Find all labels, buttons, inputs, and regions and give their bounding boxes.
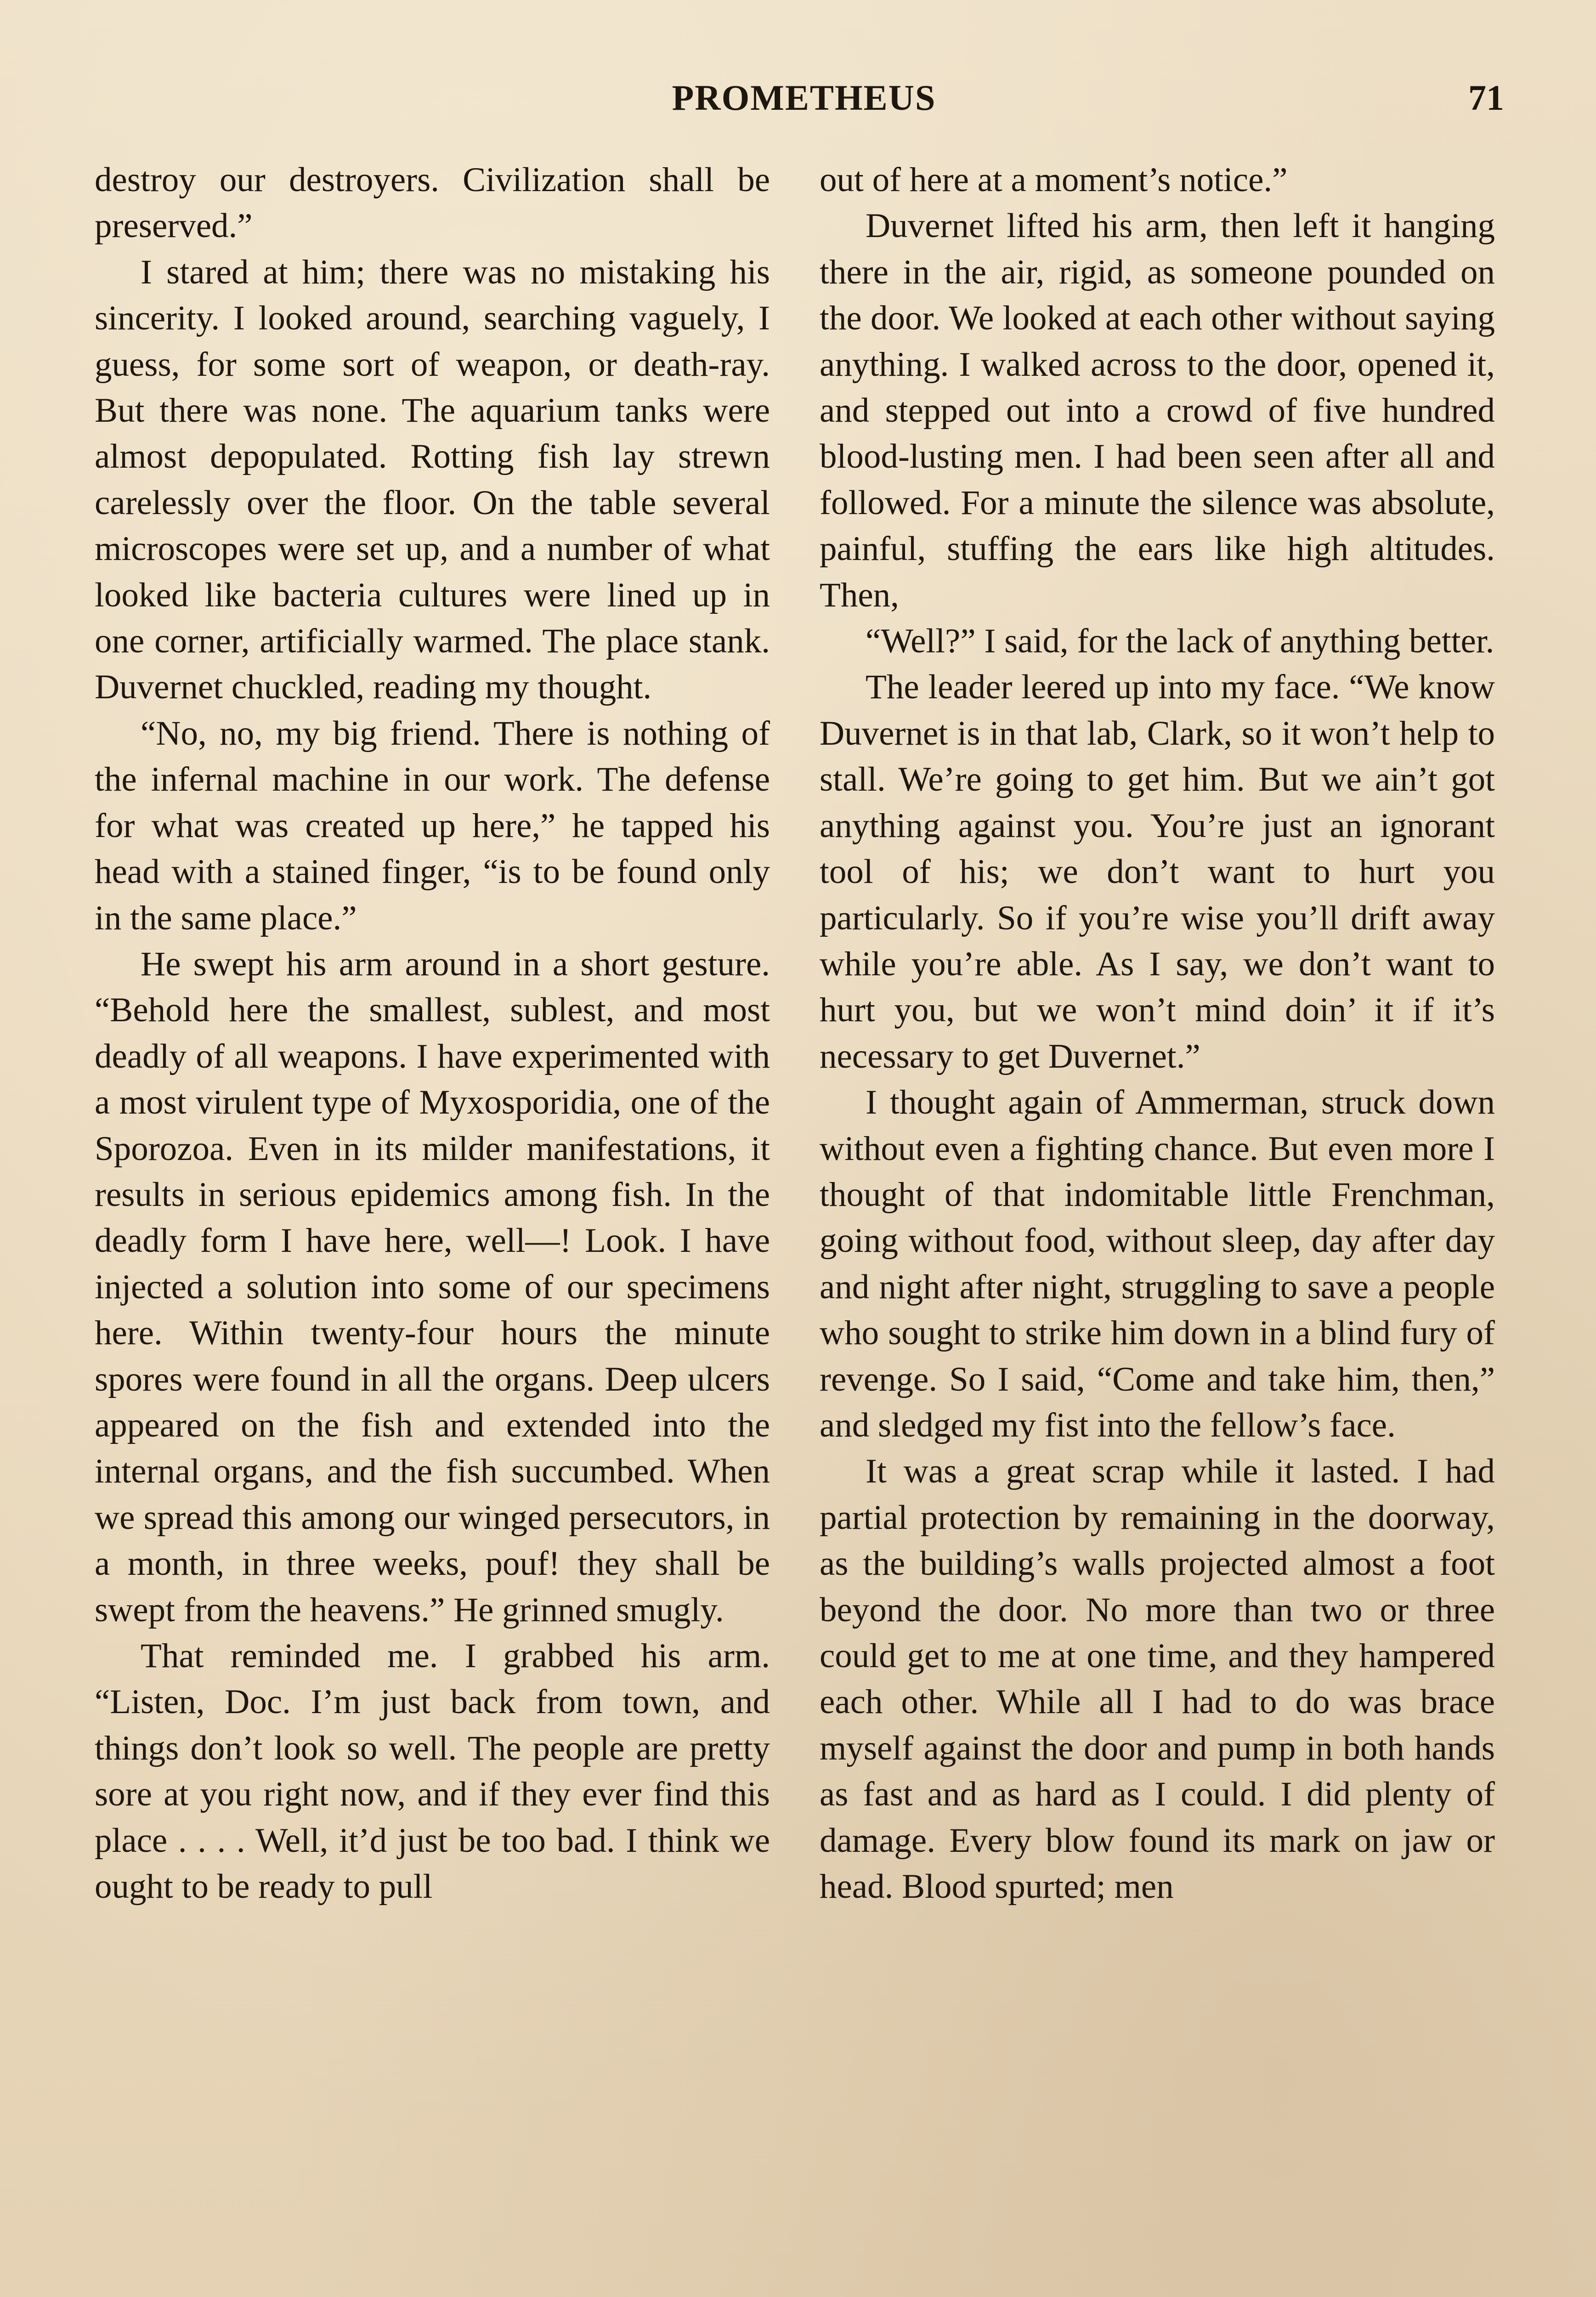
text-column-right: [820, 157, 1495, 1910]
paragraph: He swept his arm around in a short gesture. “Behold here the smallest, sublest, and most deadly of all weapons. I have experimented with a most virulent type of Myxosporidia, one of the Sporozoa. Even in its milder manifestations, it results in serious epidemics among fish. In the deadly form I have here, well—! Look. I have injected a solution into some of our specimens here. Within twenty-four hours the minute spores were found in all the organs. Deep ulcers appeared on the fish and extended into the internal organs, and the fish succumbed. When we spread this among our winged persecutors, in a month, in three weeks, pouf! they shall be swept from the heavens.” He grinned smugly.: [95, 945, 770, 1629]
paragraph: I stared at him; there was no mistaking his sincerity. I looked around, searching vaguely, I guess, for some sort of weapon, or death-ray. But there was none. The aquarium tanks were almost depopulated. Rotting fish lay strewn carelessly over the floor. On the table several microscopes were set up, and a number of what looked like bacteria cultures were lined up in one corner, artificially warmed. The place stank. Duvernet chuckled, reading my thought.: [95, 253, 770, 707]
paragraph: It was a great scrap while it lasted. I had partial protection by remaining in the doorway, as the building’s walls projected almost a foot beyond the door. No more than two or three could get to me at one time, and they hampered each other. While all I had to do was brace myself against the door and pump in both hands as fast and as hard as I could. I did plenty of damage. Every blow found its mark on jaw or head. Blood spurted; men: [820, 1452, 1495, 1906]
paragraph: The leader leered up into my face. “We know Duvernet is in that lab, Clark, so it won’t help to stall. We’re going to get him. But we ain’t got anything against you. You’re just an ignorant tool of his; we don’t want to hurt you particularly. So if you’re wise you’ll drift away while you’re able. As I say, we don’t want to hurt you, but we won’t mind doin’ it if it’s necessary to get Duvernet.”: [820, 668, 1495, 1075]
paragraph: out of here at a moment’s notice.”: [820, 161, 1288, 199]
paragraph: Duvernet lifted his arm, then left it hanging there in the air, rigid, as someone pounded on the door. We looked at each other without saying anything. I walked across to the door, opened it, and stepped out into a crowd of five hundred blood-lusting men. I had been seen after all and followed. For a minute the silence was absolute, painful, stuffing the ears like high altitudes. Then,: [820, 207, 1495, 614]
paragraph: destroy our destroyers. Civilization shall be preserved.”: [95, 161, 770, 245]
text-column-left: [95, 157, 770, 1910]
paragraph: “Well?” I said, for the lack of anything better.: [866, 622, 1494, 661]
paragraph: I thought again of Ammerman, struck down without even a fighting chance. But even more I thought of that indomitable little Frenchman, going without food, without sleep, day after day and night after night, struggling to save a people who sought to strike him down in a blind fury of revenge. So I said, “Come and take him, then,” and sledged my fist into the fellow’s face.: [820, 1083, 1495, 1444]
paragraph: “No, no, my big friend. There is nothing of the infernal machine in our work. The defense for what was created up here,” he tapped his head with a stained finger, “is to be found only in the same place.”: [95, 714, 770, 937]
paragraph: That reminded me. I grabbed his arm. “Listen, Doc. I’m just back from town, and things don’t look so well. The people are pretty sore at you right now, and if they ever find this place . . . . Well, it’d just be too bad. I think we ought to be ready to pull: [95, 1637, 770, 1906]
page-number: 71: [1468, 78, 1504, 118]
running-header-title: PROMETHEUS: [672, 78, 936, 118]
